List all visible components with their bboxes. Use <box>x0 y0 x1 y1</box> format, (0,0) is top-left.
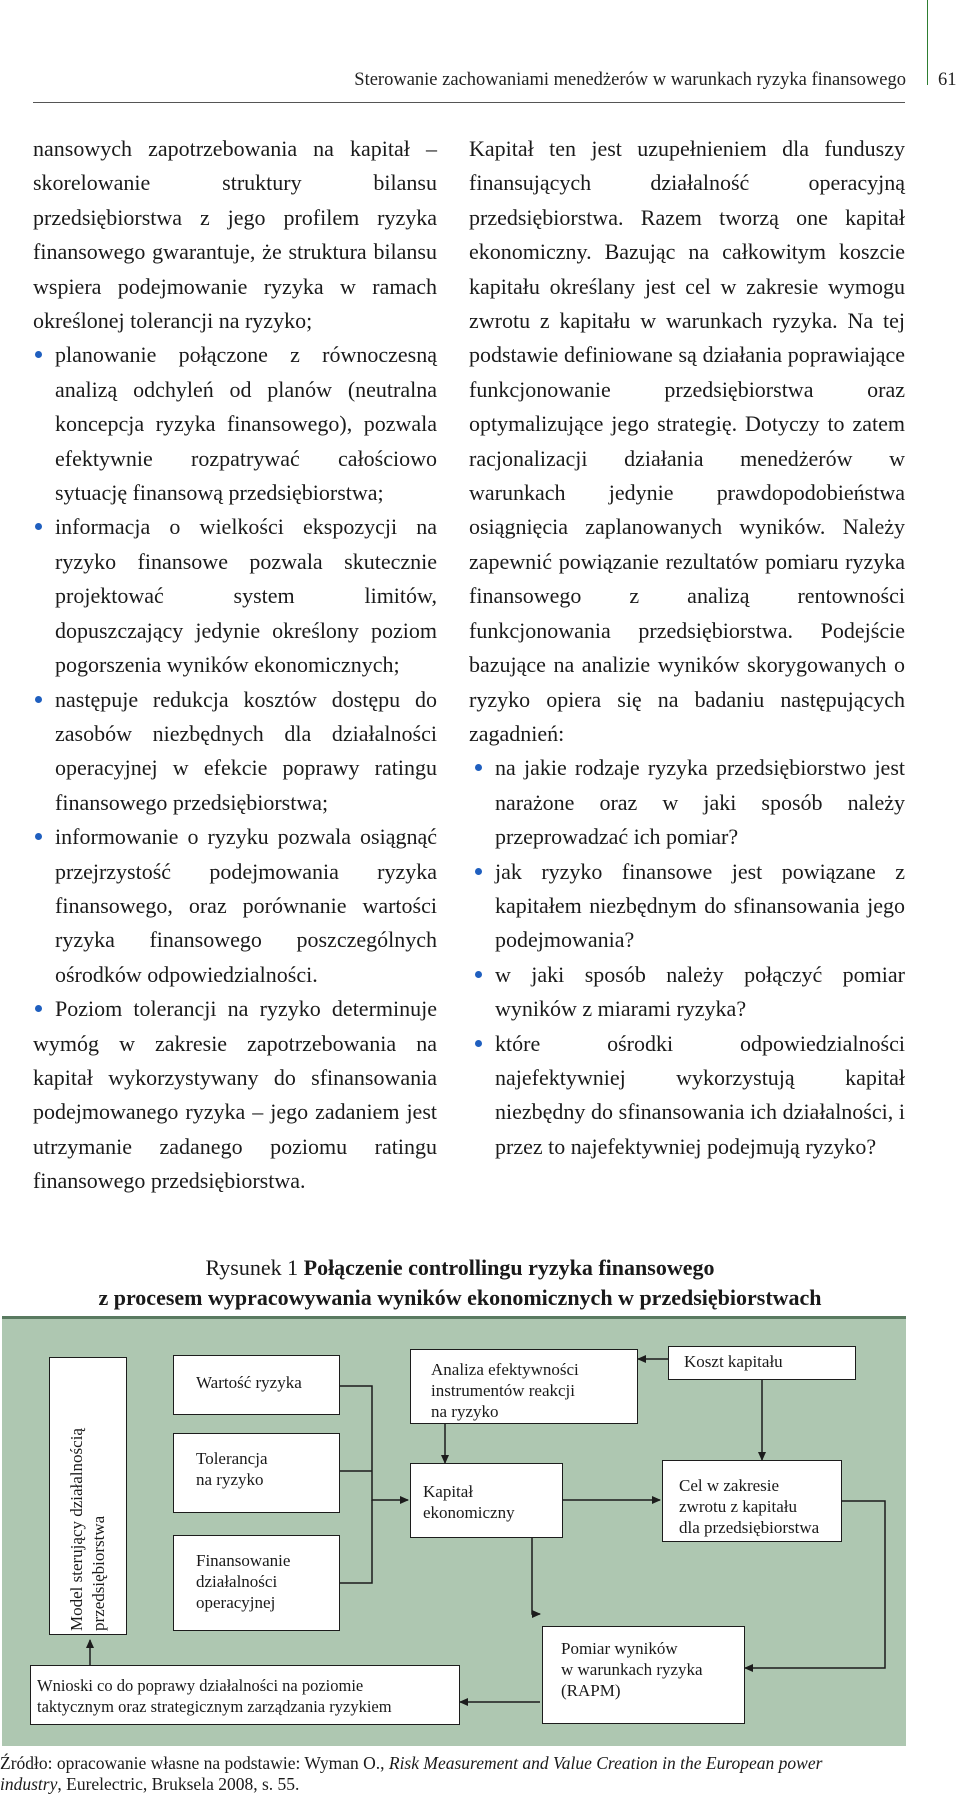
arrow-finansowanie-kapital <box>340 1500 372 1583</box>
box-koszt-kapitalu: Koszt kapitału <box>668 1346 856 1380</box>
arrow-wartosc-kapital <box>340 1386 408 1500</box>
list-item: planowanie połączone z równoczesną analizą odchyleń od planów (neutralna koncepcja ryzyka finansowego), pozwala efektywnie rozpatrywać całościowo sytuację finansową przedsiębiorstwa; <box>33 338 437 510</box>
box-analiza: Analiza efektywności instrumentów reakcji na ryzyko <box>410 1349 638 1424</box>
figure-title-cont: z procesem wypracowywania wyników ekonomicznych w przedsiębiorstwach <box>98 1285 822 1310</box>
list-item: w jaki sposób należy połączyć pomiar wyników z miarami ryzyka? <box>469 958 905 1027</box>
list-item: które ośrodki odpowiedzialności najefektywniej wykorzystują kapitał niezbędny do sfinansowania ich działalności, i przez to najefektywniej podejmują ryzyko? <box>469 1027 905 1165</box>
body-paragraph: Poziom tolerancji na ryzyko determinuje wymóg w zakresie zapotrzebowania na kapitał wykorzystywany do sfinansowania podejmowanego ryzyka – jego zadaniem jest utrzymanie zadanego poziomu ratingu finansowego przedsiębiorstwa. <box>33 996 437 1194</box>
box-tolerancja: Tolerancja na ryzyko <box>173 1433 340 1513</box>
figure-source: Źródło: opracowanie własne na podstawie: Wyman O., Risk Measurement and Value Creation in the European power industry, Eurelectric, Bruksela 2008, s. 55. <box>0 1753 823 1794</box>
box-kapital-ekonomiczny: Kapitał ekonomiczny <box>410 1463 563 1538</box>
box-wartosc-ryzyka: Wartość ryzyka <box>173 1355 340 1415</box>
list-item: na jakie rodzaje ryzyka przedsiębiorstwo jest narażone oraz w jaki sposób należy przeprowadzać ich pomiar? <box>469 751 905 854</box>
arrow-kapital-pomiar <box>532 1538 540 1614</box>
list-item: jak ryzyko finansowe jest powiązane z kapitałem niezbędnym do sfinansowania jego podejmowania? <box>469 855 905 958</box>
model-box <box>49 1357 127 1635</box>
figure-label: Rysunek 1 <box>205 1255 299 1280</box>
list-item: informacja o wielkości ekspozycji na ryzyko finansowe pozwala skutecznie projektować system limitów, dopuszczający jedynie określony poziom pogorszenia wyników ekonomicznych; <box>33 510 437 682</box>
list-item: informowanie o ryzyku pozwala osiągnąć przejrzystość podejmowania ryzyka finansowego, oraz porównanie wartości ryzyka finansowego poszczególnych ośrodków odpowiedzialności. <box>33 820 437 992</box>
box-finansowanie: Finansowanie działalności operacyjnej <box>173 1535 340 1631</box>
page-number: 61 <box>938 70 957 90</box>
box-cel-zwrotu: Cel w zakresie zwrotu z kapitału dla przedsiębiorstwa <box>662 1460 842 1542</box>
running-title: Sterowanie zachowaniami menedżerów w warunkach ryzyka finansowego <box>354 70 906 90</box>
model-box-text: Model sterujący działalnością przedsiębiorstwa <box>67 1428 108 1631</box>
body-paragraph: Kapitał ten jest uzupełnieniem dla funduszy finansujących działalność operacyjną przedsiębiorstwa. Razem tworzą one kapitał ekonomiczny. Bazując na całkowitym koszcie kapitału określany jest cel w zakresie wymogu zwrotu z kapitału w warunkach ryzyka. Na tej podstawie definiowane są działania poprawiające funkcjonowanie przedsiębiorstwa oraz optymalizujące jego strategię. Dotyczy to zatem racjonalizacji działania menedżerów w warunkach jedynie prawdopodobieństwa osiągnięcia zaplanowanych wyników. Należy zapewnić powiązanie rezultatów pomiaru ryzyka finansowego z analizą rentowności funkcjonowania przedsiębiorstwa. Podejście bazujące na analizie wyników skorygowanych o ryzyko opiera się na badaniu następujących zagadnień: <box>469 136 905 746</box>
figure-title: Połączenie controllingu ryzyka finansowego <box>303 1255 715 1280</box>
box-pomiar-wynikow: Pomiar wyników w warunkach ryzyka (RAPM) <box>542 1626 745 1724</box>
box-wnioski: Wnioski co do poprawy działalności na poziomie taktycznym oraz strategicznym zarządzania ryzykiem <box>30 1665 460 1725</box>
continued-text: nansowych zapotrzebowania na kapitał – skorelowanie struktury bilansu przedsiębiorstwa z jego profilem ryzyka finansowego gwarantuje, że struktura bilansu wspiera podejmowanie ryzyka w ramach określonej tolerancji na ryzyko; <box>33 136 437 334</box>
list-item: następuje redukcja kosztów dostępu do zasobów niezbędnych dla działalności operacyjnej w efekcie poprawy ratingu finansowego przedsiębiorstwa; <box>33 683 437 821</box>
